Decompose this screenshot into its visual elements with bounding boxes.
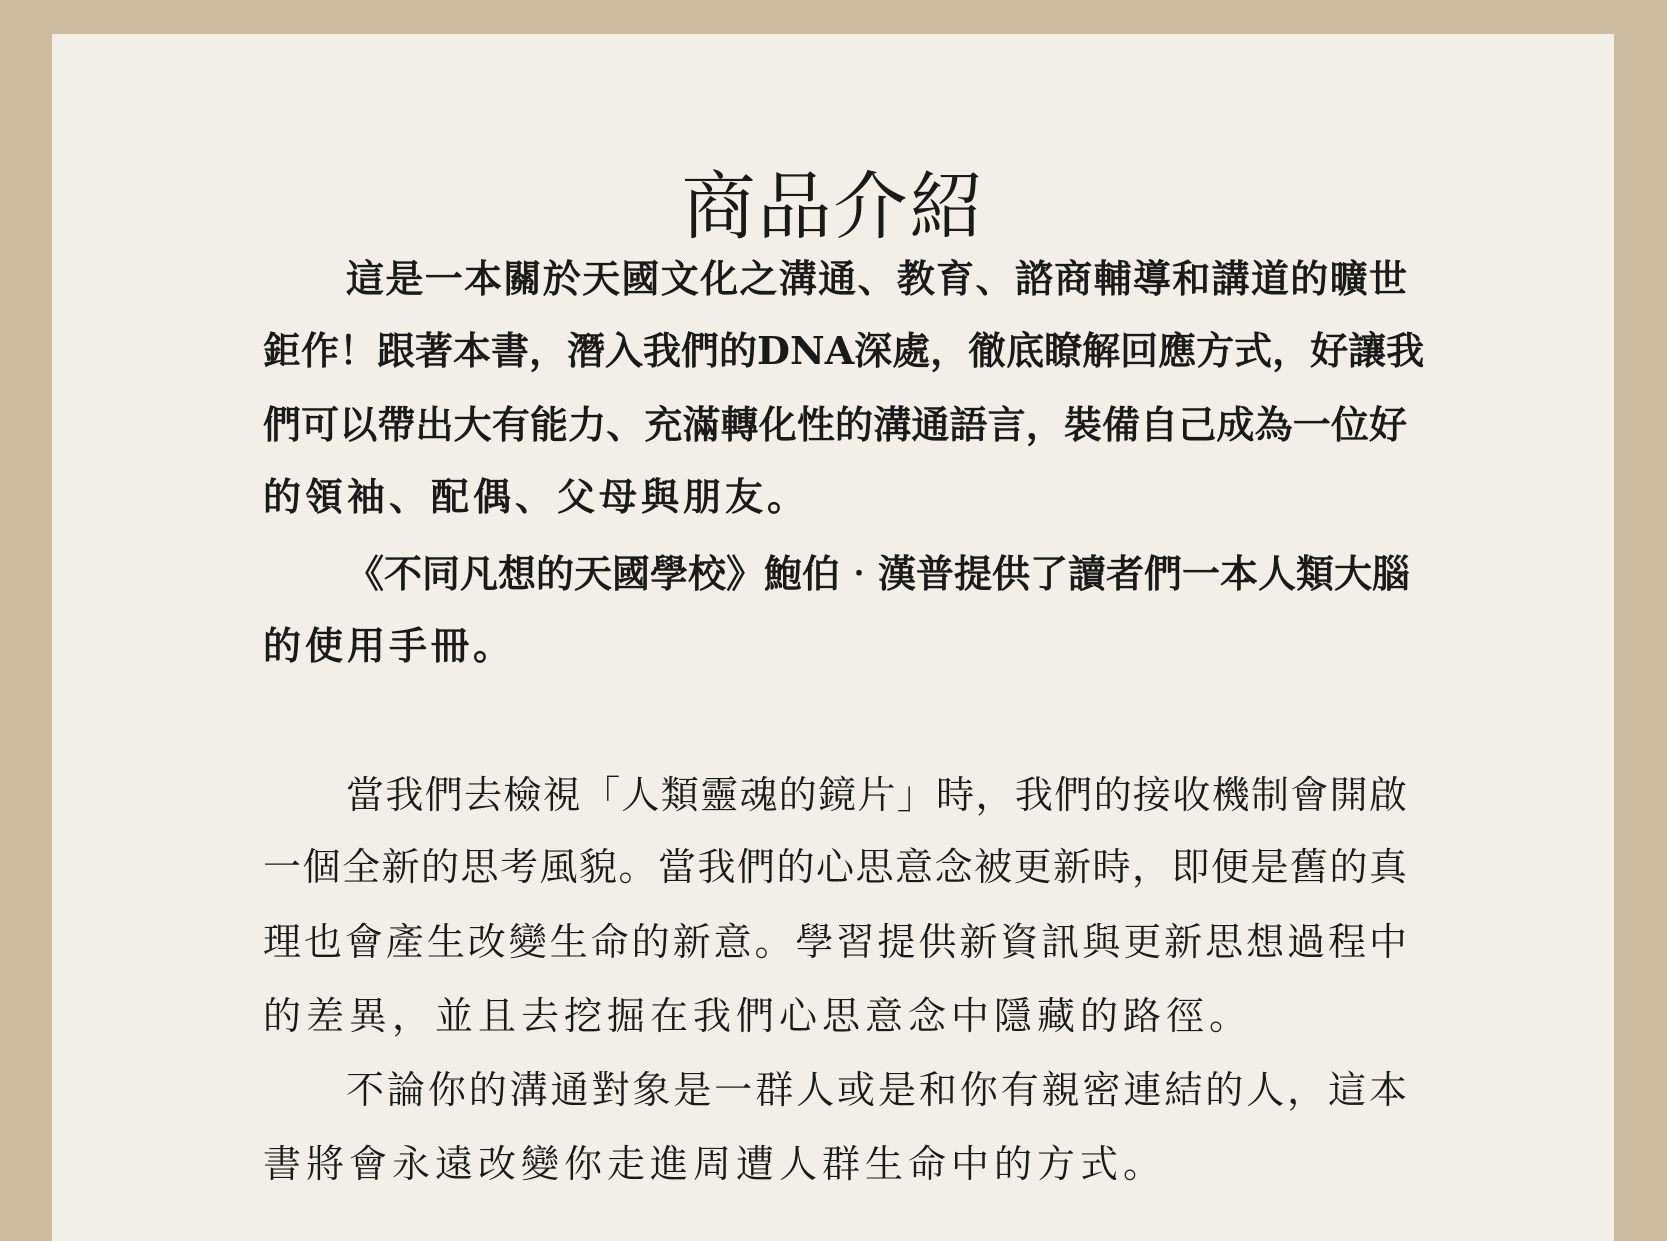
text-line: 不論你的溝通對象是一群人或是和你有親密連結的人，這本	[346, 1068, 1407, 1112]
text-line: 當我們去檢視「人類靈魂的鏡片」時，我們的接收機制會開啟	[346, 773, 1407, 817]
text-line: 的使用手冊。	[263, 623, 516, 668]
text-line: 《不同凡想的天國學校》鮑伯‧漢普提供了讀者們一本人類大腦	[346, 551, 1411, 596]
text-line: 的差異，並且去挖掘在我們心思意念中隱藏的路徑。	[263, 994, 1253, 1038]
text-line: 們可以帶出大有能力、充滿轉化性的溝通語言，裝備自己成為一位好	[263, 402, 1407, 447]
text-line: 鉅作！跟著本書，潛入我們的DNA深處，徹底瞭解回應方式，好讓我	[263, 328, 1425, 373]
text-line: 理也會產生改變生命的新意。學習提供新資訊與更新思想過程中	[263, 920, 1407, 964]
page-title: 商品介紹	[681, 163, 986, 250]
text-line: 的領袖、配偶、父母與朋友。	[263, 474, 810, 519]
text-line: 這是一本關於天國文化之溝通、教育、諮商輔導和講道的曠世	[346, 256, 1407, 301]
text-line: 書將會永遠改變你走進周遭人群生命中的方式。	[263, 1142, 1167, 1186]
text-line: 一個全新的思考風貌。當我們的心思意念被更新時，即便是舊的真	[263, 845, 1407, 889]
